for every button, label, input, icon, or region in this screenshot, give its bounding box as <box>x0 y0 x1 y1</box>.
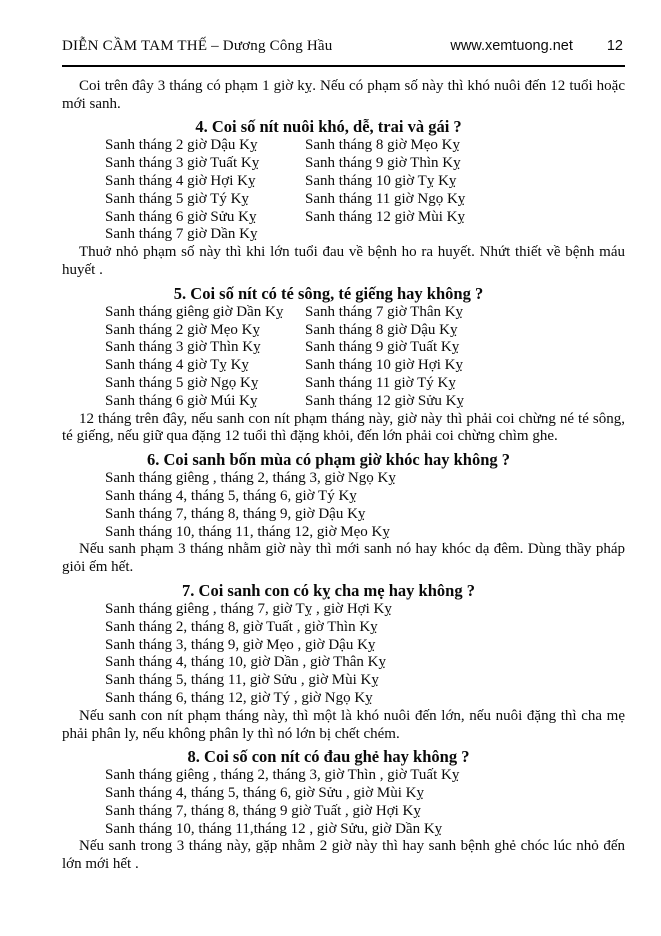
schedule-cell: Sanh tháng 5 giờ Tý Kỵ <box>105 190 249 207</box>
schedule-cell <box>305 226 625 244</box>
schedule-row <box>62 322 625 340</box>
section-8-note: Nếu sanh trong 3 tháng này, gặp nhằm 2 giờ này thì hay sanh bệnh ghẻ chóc lúc nhỏ đến lớn mới hết . <box>62 838 625 873</box>
schedule-line: Sanh tháng 10, tháng 11, tháng 12, giờ Mẹo Kỵ <box>105 523 390 540</box>
schedule-line: Sanh tháng 2, tháng 8, giờ Tuất , giờ Thìn Kỵ <box>105 618 378 635</box>
schedule-line: Sanh tháng 4, tháng 5, tháng 6, giờ Sửu , giờ Mùi Kỵ <box>105 785 424 802</box>
schedule-row <box>62 339 625 357</box>
schedule-line: Sanh tháng giêng , tháng 2, tháng 3, giờ Thìn , giờ Tuất Kỵ <box>105 767 460 784</box>
schedule-line: Sanh tháng 10, tháng 11,tháng 12 , giờ Sửu, giờ Dần Kỵ <box>105 820 443 837</box>
schedule-cell: Sanh tháng giêng giờ Dần Kỵ <box>105 303 284 320</box>
page-content <box>62 78 625 874</box>
schedule-row <box>62 191 625 209</box>
page-header <box>62 38 625 67</box>
section-5-heading: 5. Coi số nít có té sông, té giếng hay không ? <box>173 283 484 303</box>
schedule-cell: Sanh tháng 6 giờ Múi Kỵ <box>105 392 258 409</box>
website-url: www.xemtuong.net <box>450 38 573 54</box>
schedule-row <box>62 304 625 322</box>
section-7-note: Nếu sanh con nít phạm tháng này, thì một là khó nuôi đến lớn, nếu nuôi đặng thì cha mẹ phải phân ly, nếu không phân ly thì nó lớn bị chết chém. <box>62 707 625 742</box>
schedule-row <box>62 173 625 191</box>
schedule-cell: Sanh tháng 3 giờ Tuất Kỵ <box>105 155 260 172</box>
schedule-cell: Sanh tháng 9 giờ Thìn Kỵ <box>305 155 461 172</box>
section-5-note: 12 tháng trên đây, nếu sanh con nít phạm tháng này, giờ này thì phải coi chừng né té sông, té giếng, nếu giữ qua đặng 12 tuổi thì đặng khỏi, đến lớn phải coi chừng chìm ghe. <box>62 410 625 445</box>
schedule-cell: Sanh tháng 12 giờ Sửu Kỵ <box>305 392 464 409</box>
intro-paragraph: Coi trên đây 3 tháng có phạm 1 giờ kỵ. Nếu có phạm số này thì khó nuôi đến 12 tuổi hoặc mới sanh. <box>62 77 625 112</box>
section-6-list <box>62 470 625 541</box>
schedule-line: Sanh tháng 6, tháng 12, giờ Tý , giờ Ngọ Kỵ <box>105 689 373 706</box>
schedule-cell: Sanh tháng 10 giờ Hợi Kỵ <box>305 357 463 374</box>
schedule-cell: Sanh tháng 9 giờ Tuất Kỵ <box>305 339 460 356</box>
schedule-cell: Sanh tháng 10 giờ Tỵ Kỵ <box>305 172 457 189</box>
section-8-heading: 8. Coi số con nít có đau ghẻ hay không ? <box>187 747 470 767</box>
section-5-list <box>62 304 625 411</box>
schedule-cell: Sanh tháng 2 giờ Mẹo Kỵ <box>105 321 261 338</box>
schedule-cell: Sanh tháng 3 giờ Thìn Kỵ <box>105 339 261 356</box>
schedule-cell: Sanh tháng 4 giờ Hợi Kỵ <box>105 172 256 189</box>
schedule-row <box>62 155 625 173</box>
schedule-line: Sanh tháng 4, tháng 10, giờ Dần , giờ Thân Kỵ <box>105 654 386 671</box>
schedule-row <box>62 393 625 411</box>
schedule-row <box>62 226 625 244</box>
schedule-cell: Sanh tháng 5 giờ Ngọ Kỵ <box>105 374 259 391</box>
page-number: 12 <box>606 38 623 54</box>
schedule-line: Sanh tháng 5, tháng 11, giờ Sửu , giờ Mùi Kỵ <box>105 672 379 689</box>
schedule-line: Sanh tháng giêng , tháng 2, tháng 3, giờ Ngọ Kỵ <box>105 470 396 487</box>
section-7-heading: 7. Coi sanh con có kỵ cha mẹ hay không ? <box>182 580 475 600</box>
schedule-cell: Sanh tháng 11 giờ Tý Kỵ <box>305 374 456 391</box>
schedule-row <box>62 209 625 227</box>
schedule-line: Sanh tháng 4, tháng 5, tháng 6, giờ Tý Kỵ <box>105 487 357 504</box>
schedule-row <box>62 375 625 393</box>
section-6-heading: 6. Coi sanh bốn mùa có phạm giờ khóc hay không ? <box>146 450 511 470</box>
schedule-line: Sanh tháng giêng , tháng 7, giờ Tỵ , giờ Hợi Kỵ <box>105 600 392 617</box>
schedule-line: Sanh tháng 7, tháng 8, tháng 9, giờ Dậu Kỵ <box>105 505 366 522</box>
section-4-note: Thuở nhỏ phạm số này thì khi lớn tuổi đau về bệnh ho ra huyết. Nhứt thiết về bệnh máu huyết . <box>62 244 625 278</box>
schedule-cell: Sanh tháng 11 giờ Ngọ Kỵ <box>305 190 466 207</box>
schedule-line: Sanh tháng 3, tháng 9, giờ Mẹo , giờ Dậu Kỵ <box>105 636 376 653</box>
schedule-cell: Sanh tháng 8 giờ Dậu Kỵ <box>305 321 458 338</box>
schedule-cell: Sanh tháng 12 giờ Mùi Kỵ <box>305 208 466 225</box>
schedule-row <box>62 357 625 375</box>
section-6-note: Nếu sanh phạm 3 tháng nhằm giờ này thì mới sanh nó hay khóc dạ đêm. Dùng thầy pháp giỏi ếm hết. <box>62 541 625 576</box>
schedule-row <box>62 137 625 155</box>
schedule-cell: Sanh tháng 6 giờ Sửu Kỵ <box>105 208 257 225</box>
section-4-list <box>62 137 625 244</box>
schedule-cell: Sanh tháng 7 giờ Dần Kỵ <box>105 226 258 243</box>
section-8-list <box>62 767 625 838</box>
schedule-cell: Sanh tháng 7 giờ Thân Kỵ <box>305 303 464 320</box>
section-4-heading: 4. Coi số nít nuôi khó, dễ, trai và gái ? <box>195 117 462 137</box>
book-title: DIỄN CẦM TAM THẾ – Dương Công Hầu <box>62 38 333 54</box>
schedule-cell: Sanh tháng 4 giờ Tỵ Kỵ <box>105 357 249 374</box>
schedule-cell: Sanh tháng 2 giờ Dậu Kỵ <box>105 137 258 154</box>
schedule-line: Sanh tháng 7, tháng 8, tháng 9 giờ Tuất , giờ Hợi Kỵ <box>105 802 421 819</box>
schedule-cell: Sanh tháng 8 giờ Mẹo Kỵ <box>305 137 461 154</box>
section-7-list <box>62 601 625 708</box>
